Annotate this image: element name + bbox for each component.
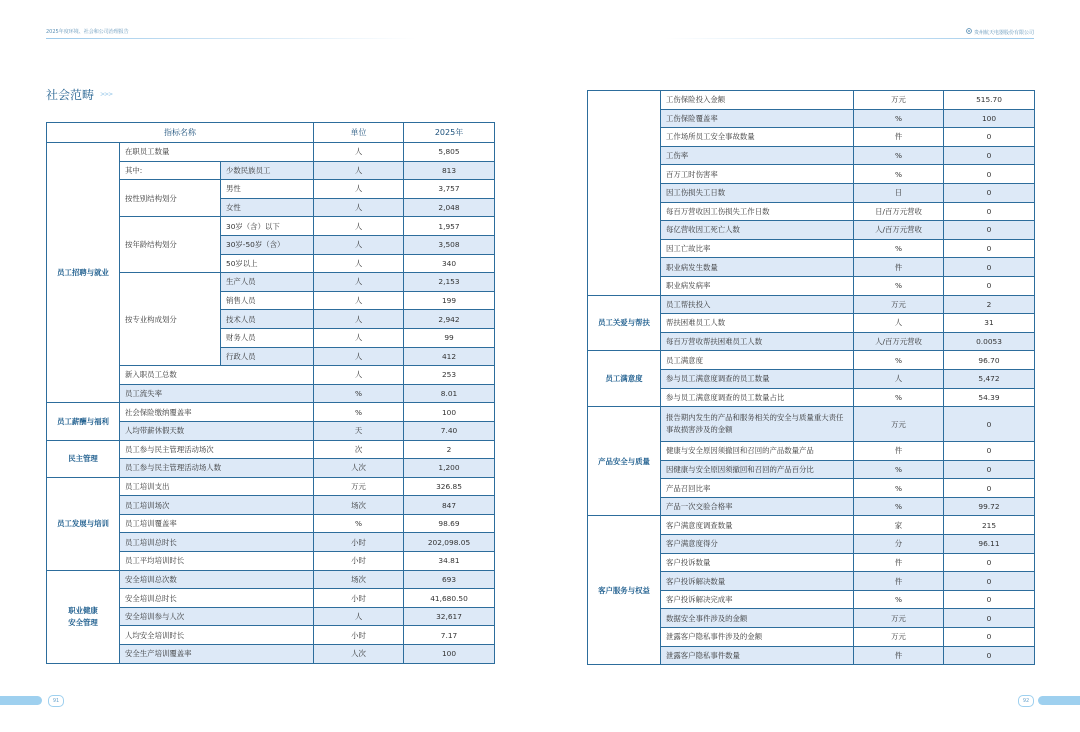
row-name: 员工平均培训时长 xyxy=(120,552,314,571)
row-name: 因健康与安全原因须撤回和召回的产品百分比 xyxy=(661,460,854,479)
row-value: 0 xyxy=(944,609,1035,628)
row-unit: % xyxy=(854,388,944,407)
row-value: 0 xyxy=(944,202,1035,221)
row-unit: 人 xyxy=(854,314,944,333)
row-unit: 场次 xyxy=(314,570,404,589)
row-unit: 人 xyxy=(314,347,404,366)
table-header-row xyxy=(47,123,495,143)
row-value: 5,805 xyxy=(404,143,495,162)
row-value: 2 xyxy=(404,440,495,459)
row-unit: 人 xyxy=(314,235,404,254)
row-unit: 件 xyxy=(854,572,944,591)
row-name: 帮扶困难员工人数 xyxy=(661,314,854,333)
row-value: 0 xyxy=(944,628,1035,647)
row-unit: 万元 xyxy=(854,407,944,442)
row-unit: % xyxy=(854,479,944,498)
row-value: 340 xyxy=(404,254,495,273)
row-value: 0 xyxy=(944,146,1035,165)
row-value: 1,200 xyxy=(404,459,495,478)
row-unit: 人/百万元营收 xyxy=(854,332,944,351)
row-unit: 小时 xyxy=(314,589,404,608)
row-name: 新入职员工总数 xyxy=(120,366,314,385)
row-unit: 人 xyxy=(314,607,404,626)
table-row xyxy=(588,516,1035,535)
row-value: 2,153 xyxy=(404,273,495,292)
row-value: 0 xyxy=(944,128,1035,147)
row-value: 412 xyxy=(404,347,495,366)
row-unit: % xyxy=(854,351,944,370)
row-name: 客户投诉数量 xyxy=(661,553,854,572)
row-value: 2 xyxy=(944,295,1035,314)
row-name: 50岁以上 xyxy=(221,254,314,273)
row-name: 安全培训参与人次 xyxy=(120,607,314,626)
row-name: 数据安全事件涉及的金额 xyxy=(661,609,854,628)
table-row xyxy=(47,440,495,459)
header-indicator-name: 指标名称 xyxy=(47,123,314,143)
row-value: 3,757 xyxy=(404,180,495,199)
row-unit: 件 xyxy=(854,553,944,572)
row-value: 100 xyxy=(944,109,1035,128)
category-label: 员工发展与培训 xyxy=(47,477,120,570)
header-divider-left xyxy=(46,38,416,39)
row-unit: 人 xyxy=(314,161,404,180)
group-label: 按性别结构划分 xyxy=(120,180,221,217)
row-value: 326.85 xyxy=(404,477,495,496)
row-value: 2,942 xyxy=(404,310,495,329)
row-unit: 人 xyxy=(314,217,404,236)
row-name: 工伤保险投入金额 xyxy=(661,91,854,110)
row-unit: 万元 xyxy=(854,91,944,110)
row-name: 生产人员 xyxy=(221,273,314,292)
row-name: 因工伤损失工日数 xyxy=(661,183,854,202)
row-value: 0 xyxy=(944,479,1035,498)
page-number-left: 91 xyxy=(48,695,64,707)
row-value: 100 xyxy=(404,645,495,664)
row-value: 1,957 xyxy=(404,217,495,236)
row-name: 女性 xyxy=(221,198,314,217)
category-label: 员工薪酬与福利 xyxy=(47,403,120,440)
row-unit: 小时 xyxy=(314,626,404,645)
row-name: 财务人员 xyxy=(221,328,314,347)
row-value: 0 xyxy=(944,276,1035,295)
row-name: 男性 xyxy=(221,180,314,199)
section-title xyxy=(46,86,112,103)
table-row xyxy=(47,477,495,496)
row-value: 96.11 xyxy=(944,535,1035,554)
row-unit: % xyxy=(854,146,944,165)
row-value: 0 xyxy=(944,165,1035,184)
row-unit: % xyxy=(314,384,404,403)
row-name: 员工参与民主管理活动场人数 xyxy=(120,459,314,478)
row-name: 每百万营收因工伤损失工作日数 xyxy=(661,202,854,221)
row-name: 安全生产培训覆盖率 xyxy=(120,645,314,664)
row-unit: 家 xyxy=(854,516,944,535)
table-row xyxy=(588,407,1035,442)
row-name: 在职员工数量 xyxy=(120,143,314,162)
row-name: 报告期内发生的产品和服务相关的安全与质量重大责任事故损害涉及的金额 xyxy=(661,407,854,442)
row-value: 0 xyxy=(944,460,1035,479)
row-unit: 人 xyxy=(314,180,404,199)
category-label: 员工关爱与帮扶 xyxy=(588,295,661,351)
row-name: 健康与安全原因须撤回和召回的产品数量产品 xyxy=(661,442,854,461)
row-value: 202,098.05 xyxy=(404,533,495,552)
row-unit: 场次 xyxy=(314,496,404,515)
row-value: 2,048 xyxy=(404,198,495,217)
row-value: 0.0053 xyxy=(944,332,1035,351)
row-name: 工伤率 xyxy=(661,146,854,165)
row-unit: 件 xyxy=(854,442,944,461)
company-logo-icon xyxy=(966,28,972,36)
right-indicator-table xyxy=(587,90,1035,665)
row-value: 0 xyxy=(944,258,1035,277)
report-title: 2025年度环境、社会和公司治理报告 xyxy=(46,29,129,35)
row-name: 客户满意度调查数量 xyxy=(661,516,854,535)
row-unit: 次 xyxy=(314,440,404,459)
row-unit: % xyxy=(854,497,944,516)
row-value: 0 xyxy=(944,442,1035,461)
row-name: 参与员工满意度调查的员工数量占比 xyxy=(661,388,854,407)
row-value: 0 xyxy=(944,590,1035,609)
row-value: 99.72 xyxy=(944,497,1035,516)
category-label: 员工招聘与就业 xyxy=(47,143,120,403)
row-value: 515.70 xyxy=(944,91,1035,110)
row-unit: % xyxy=(314,403,404,422)
row-name: 职业病发病率 xyxy=(661,276,854,295)
row-unit: 万元 xyxy=(314,477,404,496)
table-row xyxy=(47,143,495,162)
row-unit: % xyxy=(854,109,944,128)
table-row xyxy=(47,403,495,422)
row-name: 销售人员 xyxy=(221,291,314,310)
row-name: 产品召回比率 xyxy=(661,479,854,498)
row-name: 客户投诉解决数量 xyxy=(661,572,854,591)
row-unit: 人 xyxy=(314,291,404,310)
row-name: 员工帮扶投入 xyxy=(661,295,854,314)
row-name: 员工培训覆盖率 xyxy=(120,514,314,533)
row-value: 3,508 xyxy=(404,235,495,254)
row-name: 少数民族员工 xyxy=(221,161,314,180)
category-label: 民主管理 xyxy=(47,440,120,477)
row-value: 5,472 xyxy=(944,369,1035,388)
header-year: 2025年 xyxy=(404,123,495,143)
row-name: 员工培训支出 xyxy=(120,477,314,496)
row-unit: % xyxy=(314,514,404,533)
company-name: 贵州航天电器股份有限公司 xyxy=(973,29,1034,36)
row-name: 泄露客户隐私事件涉及的金额 xyxy=(661,628,854,647)
row-value: 41,680.50 xyxy=(404,589,495,608)
row-value: 847 xyxy=(404,496,495,515)
row-value: 54.39 xyxy=(944,388,1035,407)
row-name: 员工培训场次 xyxy=(120,496,314,515)
row-name: 员工参与民主管理活动场次 xyxy=(120,440,314,459)
group-label: 其中: xyxy=(120,161,221,180)
row-name: 社会保险缴纳覆盖率 xyxy=(120,403,314,422)
row-unit: 件 xyxy=(854,128,944,147)
row-value: 99 xyxy=(404,328,495,347)
row-value: 100 xyxy=(404,403,495,422)
row-value: 0 xyxy=(944,183,1035,202)
table-row xyxy=(588,351,1035,370)
header-unit: 单位 xyxy=(314,123,404,143)
row-name: 泄露客户隐私事件数量 xyxy=(661,646,854,665)
row-value: 253 xyxy=(404,366,495,385)
row-value: 34.81 xyxy=(404,552,495,571)
row-name: 因工亡故比率 xyxy=(661,239,854,258)
row-value: 199 xyxy=(404,291,495,310)
row-unit: 人 xyxy=(314,254,404,273)
row-unit: 万元 xyxy=(854,628,944,647)
row-value: 0 xyxy=(944,239,1035,258)
company-header xyxy=(966,28,1034,36)
chevrons-icon: >>> xyxy=(100,91,113,98)
row-name: 客户满意度得分 xyxy=(661,535,854,554)
left-indicator-table xyxy=(46,122,495,664)
category-label: 员工满意度 xyxy=(588,351,661,407)
table-row xyxy=(588,91,1035,110)
row-unit: 人 xyxy=(314,198,404,217)
row-value: 693 xyxy=(404,570,495,589)
row-unit: % xyxy=(854,590,944,609)
row-unit: 人 xyxy=(314,310,404,329)
row-unit: 件 xyxy=(854,646,944,665)
row-unit: 人 xyxy=(314,273,404,292)
row-unit: 小时 xyxy=(314,533,404,552)
row-unit: 日 xyxy=(854,183,944,202)
row-value: 0 xyxy=(944,553,1035,572)
row-value: 0 xyxy=(944,221,1035,240)
row-unit: 件 xyxy=(854,258,944,277)
page-tab-right xyxy=(1038,696,1080,705)
row-unit: 人次 xyxy=(314,459,404,478)
row-name: 安全培训总次数 xyxy=(120,570,314,589)
row-name: 行政人员 xyxy=(221,347,314,366)
group-label: 按专业构成划分 xyxy=(120,273,221,366)
category-label: 产品安全与质量 xyxy=(588,407,661,516)
table-row xyxy=(588,295,1035,314)
row-name: 每亿营收因工死亡人数 xyxy=(661,221,854,240)
row-value: 215 xyxy=(944,516,1035,535)
row-value: 0 xyxy=(944,407,1035,442)
row-name: 工伤保险覆盖率 xyxy=(661,109,854,128)
row-name: 参与员工满意度调查的员工数量 xyxy=(661,369,854,388)
row-name: 百万工时伤害率 xyxy=(661,165,854,184)
row-unit: 万元 xyxy=(854,295,944,314)
row-name: 工作场所员工安全事故数量 xyxy=(661,128,854,147)
row-value: 98.69 xyxy=(404,514,495,533)
row-value: 0 xyxy=(944,572,1035,591)
row-unit: % xyxy=(854,239,944,258)
row-unit: % xyxy=(854,460,944,479)
row-name: 职业病发生数量 xyxy=(661,258,854,277)
row-unit: 人 xyxy=(314,328,404,347)
row-unit: 小时 xyxy=(314,552,404,571)
row-unit: 人 xyxy=(314,143,404,162)
row-value: 813 xyxy=(404,161,495,180)
row-value: 7.17 xyxy=(404,626,495,645)
row-name: 客户投诉解决完成率 xyxy=(661,590,854,609)
row-value: 8.01 xyxy=(404,384,495,403)
row-unit: 万元 xyxy=(854,609,944,628)
row-name: 30岁（含）以下 xyxy=(221,217,314,236)
row-name: 30岁-50岁（含） xyxy=(221,235,314,254)
row-value: 7.40 xyxy=(404,421,495,440)
row-name: 员工流失率 xyxy=(120,384,314,403)
category-blank xyxy=(588,91,661,296)
row-name: 员工培训总时长 xyxy=(120,533,314,552)
row-value: 31 xyxy=(944,314,1035,333)
section-title-text: 社会范畴 xyxy=(46,88,95,102)
row-unit: 日/百万元营收 xyxy=(854,202,944,221)
row-unit: % xyxy=(854,276,944,295)
row-unit: 人 xyxy=(854,369,944,388)
table-row xyxy=(47,570,495,589)
row-name: 安全培训总时长 xyxy=(120,589,314,608)
category-label: 客户服务与权益 xyxy=(588,516,661,665)
row-unit: 人/百万元营收 xyxy=(854,221,944,240)
row-name: 每百万营收帮扶困难员工人数 xyxy=(661,332,854,351)
row-name: 人均带薪休假天数 xyxy=(120,421,314,440)
header-divider-right xyxy=(664,38,1034,39)
row-name: 产品一次交验合格率 xyxy=(661,497,854,516)
page-number-right: 92 xyxy=(1018,695,1034,707)
row-unit: % xyxy=(854,165,944,184)
row-unit: 人次 xyxy=(314,645,404,664)
row-value: 0 xyxy=(944,646,1035,665)
row-name: 人均安全培训时长 xyxy=(120,626,314,645)
category-label: 职业健康 安全管理 xyxy=(47,570,120,663)
row-name: 技术人员 xyxy=(221,310,314,329)
row-value: 96.70 xyxy=(944,351,1035,370)
row-unit: 分 xyxy=(854,535,944,554)
page-tab-left xyxy=(0,696,42,705)
row-unit: 天 xyxy=(314,421,404,440)
row-value: 32,617 xyxy=(404,607,495,626)
row-name: 员工满意度 xyxy=(661,351,854,370)
group-label: 按年龄结构划分 xyxy=(120,217,221,273)
row-unit: 人 xyxy=(314,366,404,385)
